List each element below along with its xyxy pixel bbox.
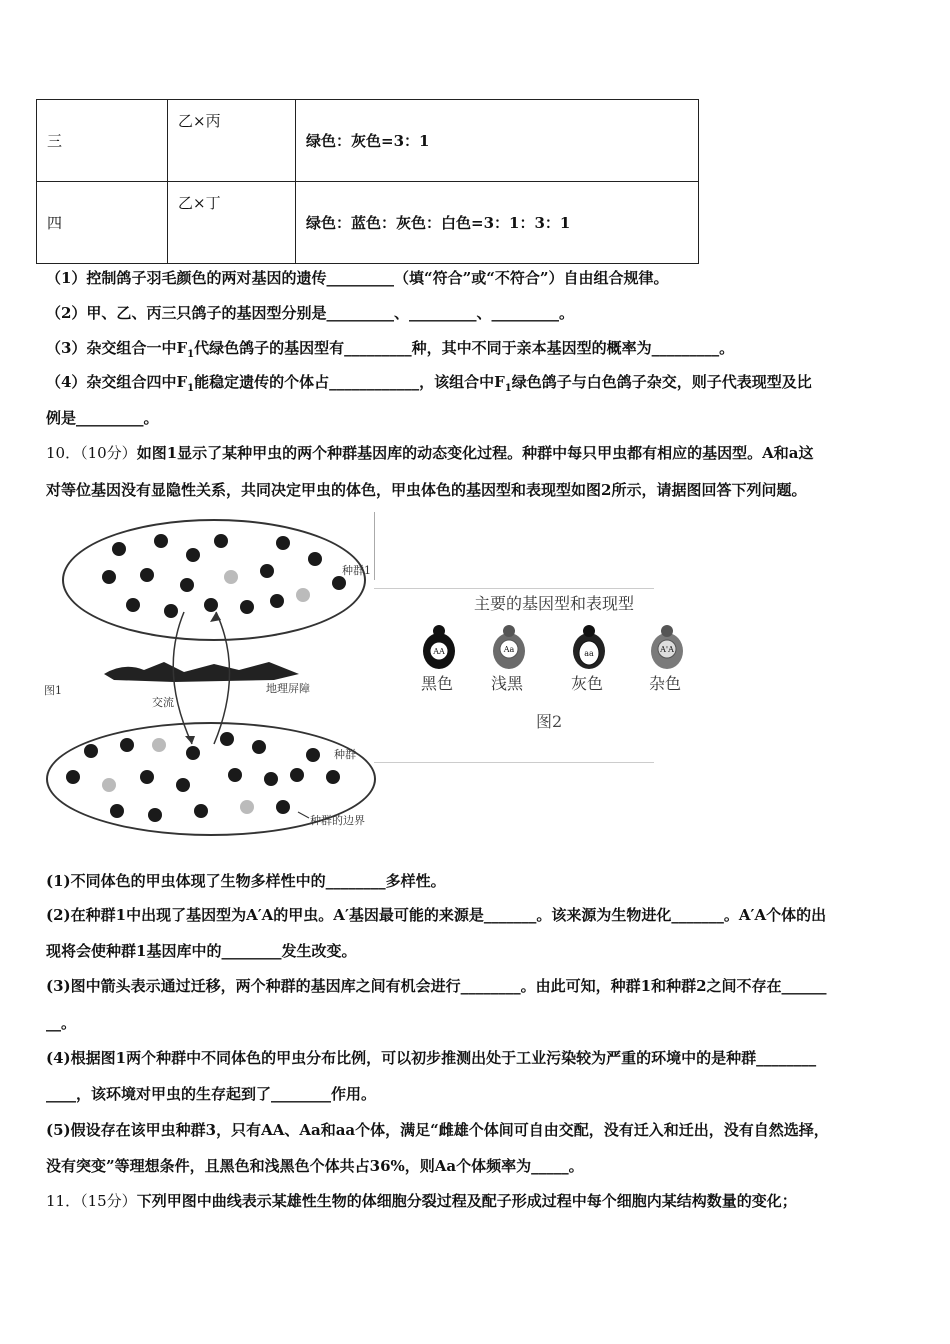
beetle-icon [416,621,462,671]
phenotype-label: 杂色 [648,674,681,693]
q11-heading [46,1191,910,1211]
phenotype-label: 黑色 [420,674,453,693]
cross-cell: 乙×丁 [168,182,296,264]
geographic-barrier-shape [104,662,299,682]
q10-part1: (1)不同体色的甲虫体现了生物多样性中的________多样性。 [46,872,446,890]
beetle-icon [566,621,612,671]
figure-2-title: 主要的基因型和表现型 [474,594,635,613]
q9-part4-c: 绿色鸽子与白色鸽子杂交，则子代表现型及比 [511,373,812,391]
figure-1-label: 图1 [44,684,62,697]
figure-2 [414,589,697,764]
q9-part4 [46,372,910,399]
figure-area [44,512,681,852]
table-row [37,100,699,182]
boundary-label: 种群的边界 [310,814,365,827]
genotype-label: A'A [660,645,674,654]
flow-label: 交流 [152,696,174,709]
migration-arrows [44,512,384,852]
phenotype-label: 浅黑 [490,674,523,693]
beetle-icon [644,621,690,671]
subscript: 1 [504,383,512,394]
q10-part2: (2)在种群1中出现了基因型为A′A的甲虫。A′基因最可能的来源是_______。该来源为生物进化_______。A′A个体的出 [46,906,827,924]
arrowhead [185,736,195,744]
beetle-gray-icon [564,621,614,675]
beetle-aa-light-icon [484,621,534,675]
figure-2-label: 图2 [536,712,563,731]
q10-heading-cont: 对等位基因没有显隐性关系，共同决定甲虫的体色，甲虫体色的基因型和表现型如图2所示，请据图回答下列问题。 [46,481,807,499]
beetle-aa-dark-icon [414,621,464,675]
subscript: 1 [187,349,195,360]
beetle-icon [486,621,532,671]
q9-part1: （1）控制鸽子羽毛颜色的两对基因的遗传_________（填“符合”或“不符合”）自由组合规律。 [46,269,669,287]
q9-part3 [46,338,910,365]
q9-part2: （2）甲、乙、丙三只鸽子的基因型分别是_________、_________、_________。 [46,304,574,322]
cross-table [36,99,699,264]
divider [374,762,654,763]
result-cell: 绿色：灰色=3：1 [296,100,699,182]
population-1-label: 种群1 [342,564,371,577]
q10-part5-cont: 没有突变”等理想条件，且黑色和浅黑色个体共占36%，则Aa个体频率为_____。 [46,1157,584,1175]
q10-part5: (5)假设存在该甲虫种群3，只有AA、Aa和aa个体，满足“雌雄个体间可自由交配，没有迁入和迁出，没有自然选择， [46,1121,829,1139]
barrier-label: 地理屏障 [266,682,310,695]
divider [374,588,654,589]
group-cell: 四 [37,182,168,264]
q10-part3-cont: __。 [46,1014,77,1032]
q10-part4-cont: ____，该环境对甲虫的生存起到了________作用。 [46,1085,377,1103]
q10-part4: (4)根据图1两个种群中不同体色的甲虫分布比例，可以初步推测出处于工业污染较为严重的环境中的是种群________ [46,1049,817,1067]
cross-cell: 乙×丙 [168,100,296,182]
q9-part4-b: 能稳定遗传的个体占____________，该组合中F [194,373,505,391]
q10-part3: (3)图中箭头表示通过迁移，两个种群的基因库之间有机会进行________。由此可知，种群1和种群2之间不存在______ [46,977,827,995]
genotype-label: aa [584,649,594,658]
q9-part4-cont: 例是_________。 [46,409,159,427]
genotype-label: AA [433,647,445,656]
genotype-label: Aa [503,645,515,654]
boundary-pointer [298,812,309,818]
q9-part3-b: 代绿色鸽子的基因型有_________种，其中不同于亲本基因型的概率为_________。 [194,339,735,357]
phenotype-label: 灰色 [570,674,603,693]
q10-part2-cont: 现将会使种群1基因库中的________发生改变。 [46,942,357,960]
table-row [37,182,699,264]
population-2-label: 种群 [334,748,356,761]
q10-number: 10．（10分） [46,444,137,462]
q9-part4-a: （4）杂交组合四中F [46,373,188,391]
q10-heading [46,443,910,463]
q11-text: 下列甲图中曲线表示某雄性生物的体细胞分裂过程及配子形成过程中每个细胞内某结构数量的变化； [136,1192,797,1210]
q9-part3-a: （3）杂交组合一中F [46,339,188,357]
beetle-mottled-icon [642,621,692,675]
q10-text: 如图1显示了某种甲虫的两个种群基因库的动态变化过程。种群中每只甲虫都有相应的基因型。A和a这 [136,444,814,462]
divider [374,512,375,580]
subscript: 1 [187,383,195,394]
q11-number: 11．（15分） [46,1192,137,1210]
result-cell: 绿色：蓝色：灰色：白色=3：1：3：1 [296,182,699,264]
group-cell: 三 [37,100,168,182]
